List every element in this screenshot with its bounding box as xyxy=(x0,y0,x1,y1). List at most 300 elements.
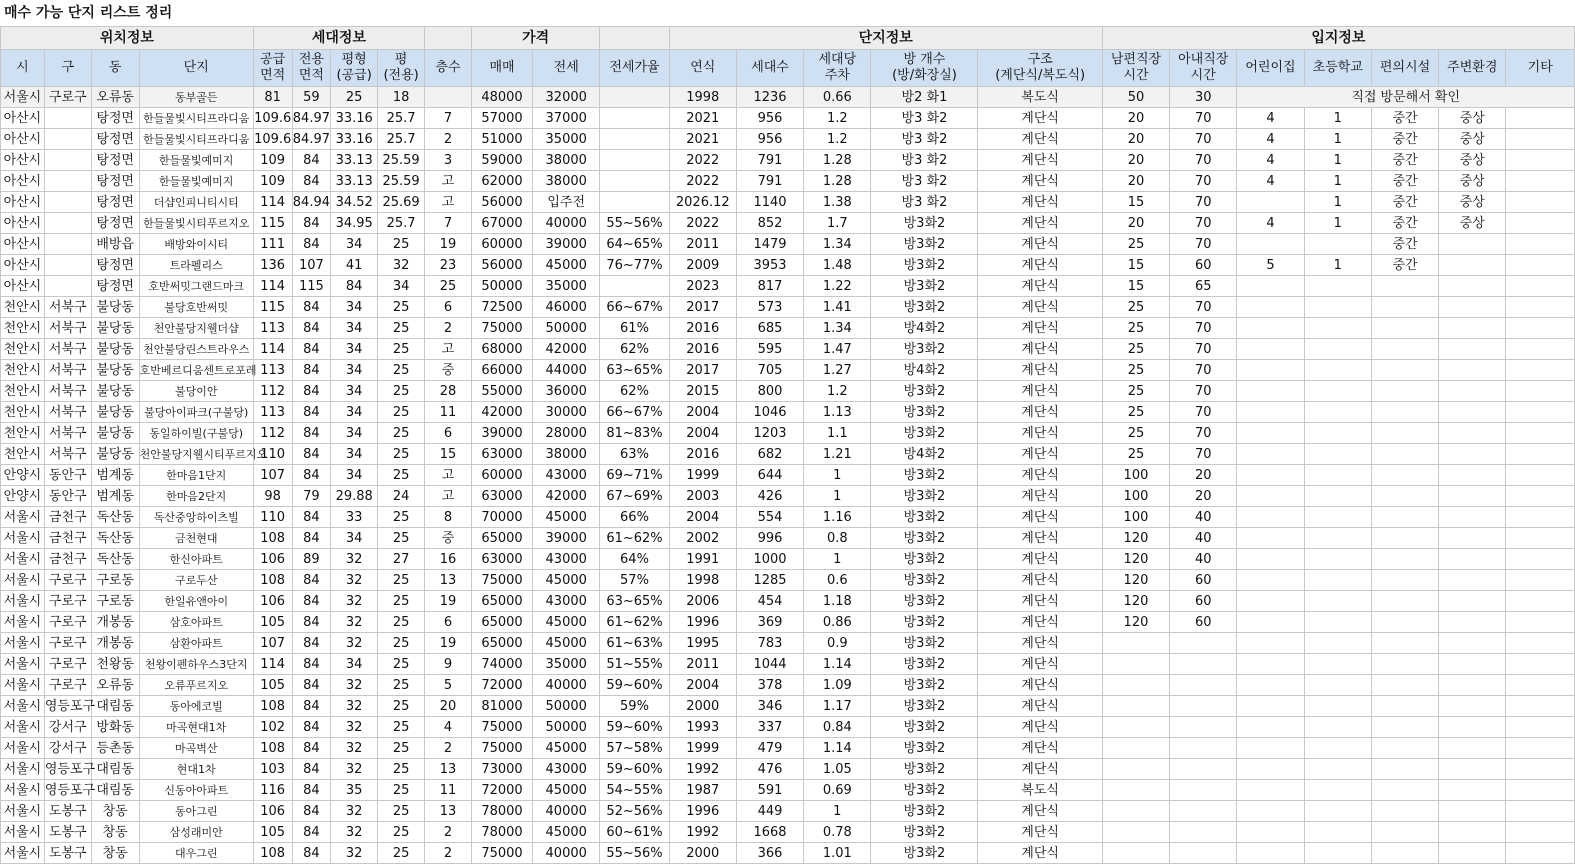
table-cell[interactable]: 서울시 xyxy=(1,633,45,654)
table-row[interactable] xyxy=(1,108,1575,129)
table-cell[interactable]: 2016 xyxy=(669,339,736,360)
table-cell[interactable]: 34 xyxy=(331,360,378,381)
table-cell[interactable]: 84 xyxy=(292,402,331,423)
table-cell[interactable]: 33.13 xyxy=(331,171,378,192)
table-cell[interactable]: 방3화2 xyxy=(871,633,978,654)
table-cell[interactable]: 59% xyxy=(600,696,669,717)
table-cell[interactable]: 1987 xyxy=(669,780,736,801)
table-cell[interactable]: 천안시 xyxy=(1,297,45,318)
table-cell[interactable]: 106 xyxy=(253,549,292,570)
table-cell[interactable]: 32 xyxy=(331,717,378,738)
table-cell[interactable]: 1 xyxy=(1304,255,1371,276)
table-cell[interactable]: 방화동 xyxy=(91,717,139,738)
table-cell[interactable]: 계단식 xyxy=(978,696,1102,717)
table-cell[interactable]: 0.66 xyxy=(804,87,871,108)
table-cell[interactable]: 70 xyxy=(1170,318,1237,339)
table-cell[interactable]: 방3 화2 xyxy=(871,129,978,150)
table-cell[interactable]: 2002 xyxy=(669,528,736,549)
table-cell[interactable]: 4 xyxy=(425,717,472,738)
table-cell[interactable]: 고 xyxy=(425,171,472,192)
table-cell[interactable]: 114 xyxy=(253,192,292,213)
table-cell[interactable]: 창동 xyxy=(91,822,139,843)
table-cell[interactable]: 계단식 xyxy=(978,213,1102,234)
table-cell[interactable]: 삼호아파트 xyxy=(139,612,253,633)
table-cell[interactable] xyxy=(1102,654,1169,675)
table-cell[interactable] xyxy=(1439,402,1506,423)
table-cell[interactable]: 금천구 xyxy=(44,549,91,570)
table-row[interactable] xyxy=(1,633,1575,654)
table-row[interactable] xyxy=(1,843,1575,864)
table-cell[interactable]: 2026.12 xyxy=(669,192,736,213)
group-header[interactable]: 세대정보 xyxy=(253,27,424,50)
table-cell[interactable]: 방3화2 xyxy=(871,570,978,591)
table-cell[interactable]: 방3화2 xyxy=(871,717,978,738)
table-cell[interactable]: 탕정면 xyxy=(91,129,139,150)
column-header[interactable]: 전용 면적 xyxy=(292,50,331,87)
table-cell[interactable]: 1479 xyxy=(736,234,803,255)
table-cell[interactable] xyxy=(1371,654,1438,675)
table-cell[interactable] xyxy=(1506,549,1575,570)
table-cell[interactable]: 2 xyxy=(425,129,472,150)
table-cell[interactable]: 4 xyxy=(1237,171,1304,192)
table-cell[interactable]: 34 xyxy=(331,444,378,465)
table-cell[interactable] xyxy=(1102,633,1169,654)
table-cell[interactable]: 2 xyxy=(425,843,472,864)
table-cell[interactable]: 84 xyxy=(292,780,331,801)
table-cell[interactable]: 탕정면 xyxy=(91,255,139,276)
table-cell[interactable] xyxy=(1304,444,1371,465)
table-cell[interactable]: 중간 xyxy=(1371,234,1438,255)
table-row[interactable] xyxy=(1,780,1575,801)
table-cell[interactable]: 426 xyxy=(736,486,803,507)
table-cell[interactable]: 35000 xyxy=(533,276,600,297)
table-cell[interactable] xyxy=(1439,486,1506,507)
table-cell[interactable]: 1236 xyxy=(736,87,803,108)
table-cell[interactable]: 탕정면 xyxy=(91,171,139,192)
table-cell[interactable]: 120 xyxy=(1102,528,1169,549)
table-cell[interactable]: 98 xyxy=(253,486,292,507)
table-cell[interactable] xyxy=(1506,318,1575,339)
table-cell[interactable]: 2022 xyxy=(669,171,736,192)
table-cell[interactable]: 1.01 xyxy=(804,843,871,864)
table-cell[interactable]: 중상 xyxy=(1439,171,1506,192)
table-cell[interactable]: 30000 xyxy=(533,402,600,423)
table-cell[interactable]: 25 xyxy=(1102,423,1169,444)
table-cell[interactable]: 70 xyxy=(1170,129,1237,150)
table-cell[interactable]: 중간 xyxy=(1371,171,1438,192)
table-cell[interactable] xyxy=(1304,402,1371,423)
table-cell[interactable]: 1998 xyxy=(669,570,736,591)
table-cell[interactable]: 1993 xyxy=(669,717,736,738)
table-cell[interactable]: 마곡현대1차 xyxy=(139,717,253,738)
table-cell[interactable]: 천안시 xyxy=(1,444,45,465)
table-cell[interactable]: 방3화2 xyxy=(871,696,978,717)
table-cell[interactable]: 탕정면 xyxy=(91,192,139,213)
table-cell[interactable]: 독산동 xyxy=(91,507,139,528)
table-cell[interactable]: 2003 xyxy=(669,486,736,507)
table-cell[interactable]: 110 xyxy=(253,444,292,465)
table-cell[interactable] xyxy=(1170,759,1237,780)
table-cell[interactable] xyxy=(1506,591,1575,612)
table-cell[interactable]: 아산시 xyxy=(1,234,45,255)
table-cell[interactable]: 25 xyxy=(1102,297,1169,318)
table-cell[interactable]: 25 xyxy=(1102,444,1169,465)
column-header[interactable]: 동 xyxy=(91,50,139,87)
table-cell[interactable]: 2 xyxy=(425,318,472,339)
table-cell[interactable]: 천안시 xyxy=(1,423,45,444)
table-cell[interactable]: 72000 xyxy=(471,780,532,801)
table-row[interactable] xyxy=(1,213,1575,234)
table-cell[interactable] xyxy=(1304,612,1371,633)
table-row[interactable] xyxy=(1,234,1575,255)
table-cell[interactable] xyxy=(1506,255,1575,276)
table-cell[interactable]: 68000 xyxy=(471,339,532,360)
table-cell[interactable]: 계단식 xyxy=(978,633,1102,654)
table-cell[interactable]: 계단식 xyxy=(978,276,1102,297)
table-cell[interactable]: 1.1 xyxy=(804,423,871,444)
table-cell[interactable]: 105 xyxy=(253,675,292,696)
table-cell[interactable]: 38000 xyxy=(533,150,600,171)
table-cell[interactable]: 불당이안 xyxy=(139,381,253,402)
table-cell[interactable]: 25 xyxy=(378,696,425,717)
table-cell[interactable] xyxy=(1506,402,1575,423)
table-cell[interactable]: 45000 xyxy=(533,255,600,276)
table-cell[interactable]: 서북구 xyxy=(44,360,91,381)
table-cell[interactable]: 34 xyxy=(331,318,378,339)
table-cell[interactable] xyxy=(1371,444,1438,465)
table-cell[interactable]: 서울시 xyxy=(1,570,45,591)
table-cell[interactable]: 불당동 xyxy=(91,339,139,360)
table-cell[interactable]: 호반써밋그랜드마크 xyxy=(139,276,253,297)
table-cell[interactable] xyxy=(1170,717,1237,738)
table-cell[interactable] xyxy=(1304,675,1371,696)
table-cell[interactable]: 40 xyxy=(1170,549,1237,570)
table-cell[interactable]: 안양시 xyxy=(1,465,45,486)
table-cell[interactable]: 중상 xyxy=(1439,108,1506,129)
table-cell[interactable]: 56000 xyxy=(471,192,532,213)
table-cell[interactable]: 105 xyxy=(253,612,292,633)
table-cell[interactable]: 449 xyxy=(736,801,803,822)
table-cell[interactable]: 32000 xyxy=(533,87,600,108)
table-cell[interactable]: 40000 xyxy=(533,843,600,864)
table-cell[interactable]: 계단식 xyxy=(978,738,1102,759)
table-cell[interactable]: 25 xyxy=(378,297,425,318)
table-row[interactable] xyxy=(1,696,1575,717)
table-cell[interactable]: 1999 xyxy=(669,465,736,486)
table-cell[interactable] xyxy=(1439,633,1506,654)
table-cell[interactable]: 중상 xyxy=(1439,150,1506,171)
table-cell[interactable]: 대림동 xyxy=(91,696,139,717)
table-cell[interactable]: 0.84 xyxy=(804,717,871,738)
table-cell[interactable]: 계단식 xyxy=(978,612,1102,633)
table-cell[interactable]: 50 xyxy=(1102,87,1169,108)
table-cell[interactable] xyxy=(1506,381,1575,402)
table-cell[interactable]: 45000 xyxy=(533,633,600,654)
table-cell[interactable]: 1 xyxy=(804,486,871,507)
table-cell[interactable] xyxy=(1237,528,1304,549)
table-cell[interactable]: 중간 xyxy=(1371,213,1438,234)
table-cell[interactable]: 방3화2 xyxy=(871,234,978,255)
table-cell[interactable] xyxy=(1439,591,1506,612)
table-row[interactable] xyxy=(1,150,1575,171)
table-cell[interactable]: 1 xyxy=(1304,129,1371,150)
table-cell[interactable]: 중상 xyxy=(1439,129,1506,150)
table-cell[interactable]: 서북구 xyxy=(44,339,91,360)
table-cell[interactable] xyxy=(1506,339,1575,360)
table-cell[interactable]: 61% xyxy=(600,318,669,339)
column-header[interactable]: 시 xyxy=(1,50,45,87)
table-cell[interactable]: 573 xyxy=(736,297,803,318)
table-cell[interactable]: 13 xyxy=(425,570,472,591)
table-cell[interactable]: 70 xyxy=(1170,213,1237,234)
table-cell[interactable] xyxy=(44,255,91,276)
table-cell[interactable]: 동일하이빌(구불당) xyxy=(139,423,253,444)
table-cell[interactable] xyxy=(1371,402,1438,423)
table-cell[interactable]: 불당동 xyxy=(91,444,139,465)
table-cell[interactable]: 도봉구 xyxy=(44,843,91,864)
table-cell[interactable]: 방3화2 xyxy=(871,381,978,402)
table-cell[interactable]: 계단식 xyxy=(978,150,1102,171)
table-cell[interactable]: 구로구 xyxy=(44,675,91,696)
table-cell[interactable]: 112 xyxy=(253,381,292,402)
table-cell[interactable]: 방3 화2 xyxy=(871,150,978,171)
table-cell[interactable]: 서울시 xyxy=(1,675,45,696)
table-cell[interactable]: 43000 xyxy=(533,591,600,612)
table-cell[interactable]: 계단식 xyxy=(978,465,1102,486)
column-header[interactable]: 세대당 주차 xyxy=(804,50,871,87)
table-cell[interactable]: 방3화2 xyxy=(871,822,978,843)
table-cell[interactable]: 중간 xyxy=(1371,150,1438,171)
table-cell[interactable]: 25 xyxy=(378,633,425,654)
table-cell[interactable]: 천안시 xyxy=(1,318,45,339)
table-cell[interactable] xyxy=(1506,717,1575,738)
table-cell[interactable]: 59 xyxy=(292,87,331,108)
table-cell[interactable] xyxy=(1237,612,1304,633)
table-cell[interactable] xyxy=(1237,801,1304,822)
table-cell[interactable]: 136 xyxy=(253,255,292,276)
table-cell[interactable]: 한들물빛시티프라디움 xyxy=(139,108,253,129)
table-cell[interactable]: 2015 xyxy=(669,381,736,402)
table-cell[interactable]: 방3화2 xyxy=(871,297,978,318)
table-cell[interactable]: 60 xyxy=(1170,255,1237,276)
table-cell[interactable]: 84.94 xyxy=(292,192,331,213)
table-cell[interactable]: 34 xyxy=(378,276,425,297)
table-cell[interactable]: 369 xyxy=(736,612,803,633)
table-cell[interactable]: 70 xyxy=(1170,192,1237,213)
table-cell[interactable]: 84 xyxy=(292,360,331,381)
table-cell[interactable] xyxy=(44,192,91,213)
table-cell[interactable]: 계단식 xyxy=(978,297,1102,318)
table-cell[interactable]: 서울시 xyxy=(1,801,45,822)
table-cell[interactable]: 도봉구 xyxy=(44,822,91,843)
table-cell[interactable]: 51000 xyxy=(471,129,532,150)
table-cell[interactable]: 중간 xyxy=(1371,192,1438,213)
table-cell[interactable]: 2022 xyxy=(669,150,736,171)
table-row[interactable] xyxy=(1,612,1575,633)
table-cell[interactable] xyxy=(1237,549,1304,570)
table-cell[interactable]: 20 xyxy=(1102,171,1169,192)
table-row[interactable] xyxy=(1,276,1575,297)
table-cell[interactable]: 6 xyxy=(425,612,472,633)
table-cell[interactable]: 4 xyxy=(1237,108,1304,129)
table-row[interactable] xyxy=(1,759,1575,780)
table-row[interactable] xyxy=(1,423,1575,444)
table-cell[interactable]: 1.7 xyxy=(804,213,871,234)
table-cell[interactable]: 동아에코빌 xyxy=(139,696,253,717)
table-cell[interactable] xyxy=(1371,318,1438,339)
table-cell[interactable]: 천왕이펜하우스3단지 xyxy=(139,654,253,675)
table-cell[interactable]: 84 xyxy=(292,591,331,612)
table-cell[interactable]: 64~65% xyxy=(600,234,669,255)
table-cell[interactable]: 탕정면 xyxy=(91,213,139,234)
table-cell[interactable]: 109 xyxy=(253,171,292,192)
table-cell[interactable]: 입주전 xyxy=(533,192,600,213)
table-row[interactable] xyxy=(1,402,1575,423)
table-cell[interactable]: 75000 xyxy=(471,717,532,738)
table-cell[interactable]: 방3화2 xyxy=(871,675,978,696)
table-cell[interactable] xyxy=(1237,339,1304,360)
table-cell[interactable]: 서울시 xyxy=(1,612,45,633)
table-cell[interactable]: 1.47 xyxy=(804,339,871,360)
table-cell[interactable]: 25 xyxy=(378,402,425,423)
table-cell[interactable]: 66~67% xyxy=(600,297,669,318)
table-cell[interactable]: 64% xyxy=(600,549,669,570)
table-cell[interactable] xyxy=(600,129,669,150)
group-header[interactable] xyxy=(600,27,669,50)
table-cell[interactable]: 84 xyxy=(292,696,331,717)
table-cell[interactable] xyxy=(1237,297,1304,318)
table-cell[interactable] xyxy=(1439,549,1506,570)
table-cell[interactable] xyxy=(1439,759,1506,780)
table-cell[interactable]: 계단식 xyxy=(978,381,1102,402)
table-cell[interactable]: 계단식 xyxy=(978,759,1102,780)
table-cell[interactable] xyxy=(1371,591,1438,612)
table-cell[interactable]: 852 xyxy=(736,213,803,234)
table-cell[interactable]: 15 xyxy=(1102,192,1169,213)
table-cell[interactable]: 불당동 xyxy=(91,402,139,423)
table-cell[interactable] xyxy=(1506,528,1575,549)
table-cell[interactable]: 2000 xyxy=(669,843,736,864)
table-cell[interactable]: 109.6 xyxy=(253,108,292,129)
table-cell[interactable]: 34 xyxy=(331,654,378,675)
table-cell[interactable]: 61~63% xyxy=(600,633,669,654)
table-cell[interactable] xyxy=(1304,549,1371,570)
table-cell[interactable]: 1.18 xyxy=(804,591,871,612)
table-cell[interactable]: 25 xyxy=(378,444,425,465)
table-cell[interactable]: 방3화2 xyxy=(871,780,978,801)
table-cell[interactable]: 트라펠리스 xyxy=(139,255,253,276)
table-cell[interactable]: 39000 xyxy=(533,528,600,549)
table-cell[interactable]: 35000 xyxy=(533,129,600,150)
table-cell[interactable]: 2011 xyxy=(669,654,736,675)
table-cell[interactable] xyxy=(1439,276,1506,297)
table-cell[interactable]: 34.95 xyxy=(331,213,378,234)
table-cell[interactable] xyxy=(1237,507,1304,528)
column-header[interactable]: 연식 xyxy=(669,50,736,87)
table-cell[interactable]: 2006 xyxy=(669,591,736,612)
table-cell[interactable]: 1.2 xyxy=(804,381,871,402)
table-row[interactable] xyxy=(1,360,1575,381)
table-cell[interactable] xyxy=(1304,486,1371,507)
table-cell[interactable]: 30 xyxy=(1170,87,1237,108)
table-cell[interactable]: 84 xyxy=(292,738,331,759)
table-cell[interactable]: 중간 xyxy=(1371,108,1438,129)
table-cell[interactable] xyxy=(600,108,669,129)
table-cell[interactable]: 1.17 xyxy=(804,696,871,717)
table-cell[interactable]: 25 xyxy=(378,759,425,780)
table-cell[interactable]: 5 xyxy=(425,675,472,696)
table-cell[interactable]: 43000 xyxy=(533,465,600,486)
table-cell[interactable]: 구로동 xyxy=(91,570,139,591)
table-cell[interactable]: 337 xyxy=(736,717,803,738)
table-cell[interactable]: 계단식 xyxy=(978,339,1102,360)
table-cell[interactable]: 2021 xyxy=(669,108,736,129)
table-cell[interactable]: 1.27 xyxy=(804,360,871,381)
table-cell[interactable]: 2004 xyxy=(669,507,736,528)
table-cell[interactable]: 1998 xyxy=(669,87,736,108)
table-cell[interactable]: 113 xyxy=(253,402,292,423)
table-cell[interactable]: 한마음2단지 xyxy=(139,486,253,507)
table-cell[interactable]: 60 xyxy=(1170,612,1237,633)
table-cell[interactable]: 11 xyxy=(425,402,472,423)
table-cell[interactable]: 불당동 xyxy=(91,318,139,339)
table-cell[interactable] xyxy=(1439,528,1506,549)
table-cell[interactable]: 479 xyxy=(736,738,803,759)
table-cell[interactable]: 서북구 xyxy=(44,297,91,318)
table-cell[interactable]: 천안시 xyxy=(1,402,45,423)
table-cell[interactable]: 84 xyxy=(292,822,331,843)
table-cell[interactable]: 1046 xyxy=(736,402,803,423)
table-cell[interactable]: 103 xyxy=(253,759,292,780)
table-cell[interactable] xyxy=(1506,570,1575,591)
table-cell[interactable]: 2022 xyxy=(669,213,736,234)
table-cell[interactable]: 34 xyxy=(331,402,378,423)
table-cell[interactable]: 구로동 xyxy=(91,591,139,612)
table-cell[interactable]: 3953 xyxy=(736,255,803,276)
table-cell[interactable]: 25 xyxy=(378,360,425,381)
table-cell[interactable] xyxy=(44,213,91,234)
table-cell[interactable]: 서울시 xyxy=(1,507,45,528)
table-cell[interactable]: 25 xyxy=(378,717,425,738)
table-cell[interactable]: 84 xyxy=(292,318,331,339)
table-cell[interactable]: 계단식 xyxy=(978,549,1102,570)
table-cell[interactable]: 84 xyxy=(292,381,331,402)
table-cell[interactable]: 25.69 xyxy=(378,192,425,213)
table-cell[interactable] xyxy=(1506,654,1575,675)
table-cell[interactable]: 계단식 xyxy=(978,654,1102,675)
table-cell[interactable]: 계단식 xyxy=(978,801,1102,822)
table-cell[interactable]: 84 xyxy=(292,465,331,486)
table-cell[interactable]: 15 xyxy=(1102,276,1169,297)
table-cell[interactable]: 84 xyxy=(292,444,331,465)
table-row[interactable] xyxy=(1,171,1575,192)
table-cell[interactable]: 아산시 xyxy=(1,171,45,192)
table-cell[interactable]: 67000 xyxy=(471,213,532,234)
table-cell[interactable]: 구로구 xyxy=(44,612,91,633)
table-cell[interactable]: 63~65% xyxy=(600,360,669,381)
table-cell[interactable]: 0.8 xyxy=(804,528,871,549)
table-cell[interactable]: 39000 xyxy=(533,234,600,255)
table-cell[interactable]: 75000 xyxy=(471,843,532,864)
table-cell[interactable]: 84 xyxy=(292,528,331,549)
table-cell[interactable]: 34 xyxy=(331,381,378,402)
table-cell[interactable]: 아산시 xyxy=(1,150,45,171)
table-cell[interactable]: 계단식 xyxy=(978,192,1102,213)
table-cell[interactable]: 75000 xyxy=(471,738,532,759)
table-cell[interactable]: 영등포구 xyxy=(44,759,91,780)
table-cell[interactable]: 방2 화1 xyxy=(871,87,978,108)
table-cell[interactable]: 천안시 xyxy=(1,360,45,381)
